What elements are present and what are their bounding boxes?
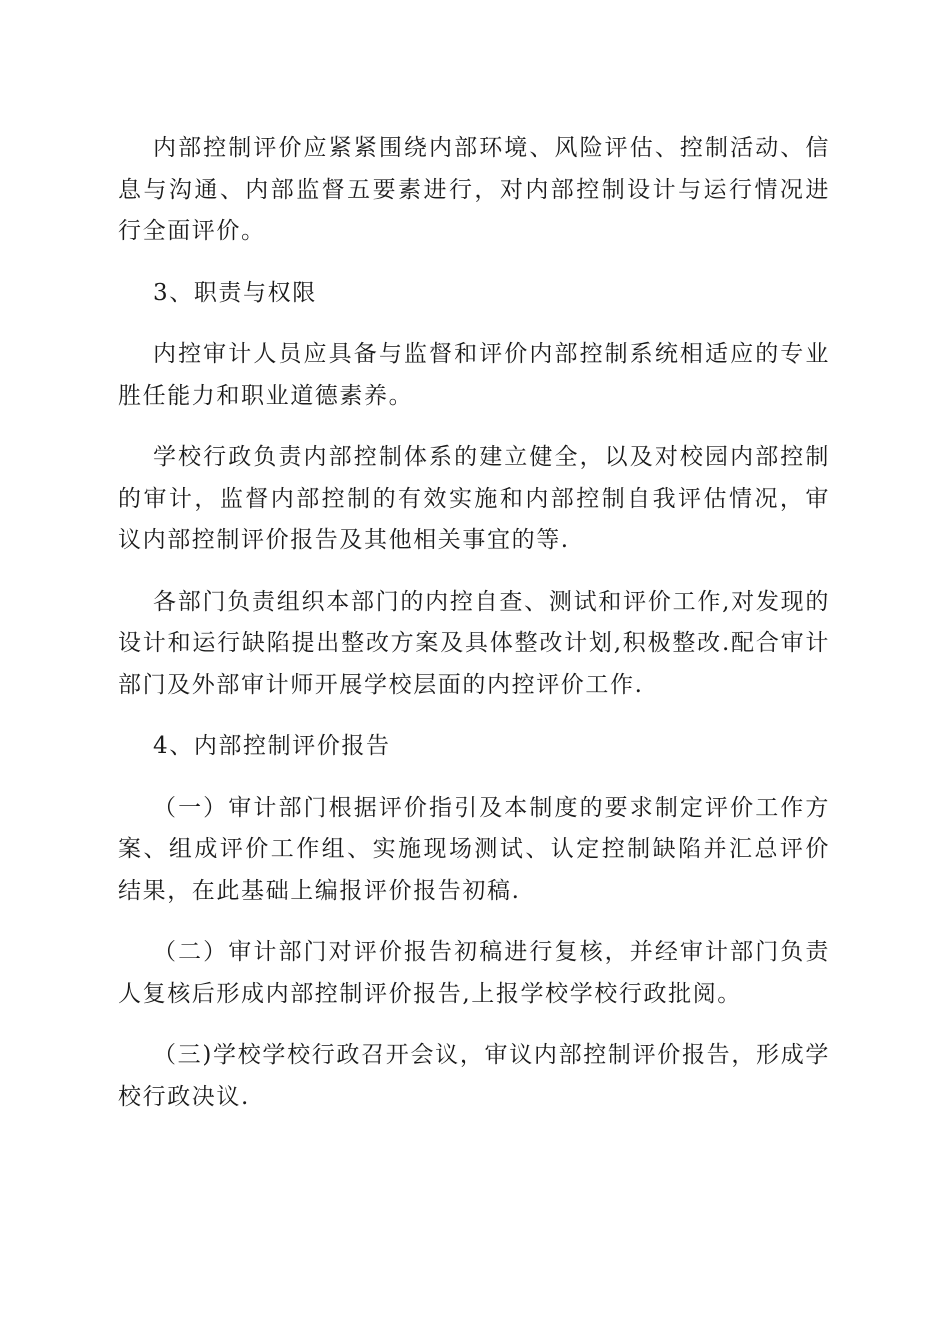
paragraph-item-two: （二）审计部门对评价报告初稿进行复核，并经审计部门负责人复核后形成内部控制评价报告,上报学校学校行政批阅。: [118, 939, 830, 1007]
section-heading-responsibilities: 3、职责与权限: [153, 279, 317, 306]
paragraph-item-one: （一）审计部门根据评价指引及本制度的要求制定评价工作方案、组成评价工作组、实施现场测试、认定控制缺陷并汇总评价结果，在此基础上编报评价报告初稿.: [118, 794, 830, 904]
paragraph-department-duties: 各部门负责组织本部门的内控自查、测试和评价工作,对发现的设计和运行缺陷提出整改方案及具体整改计划,积极整改.配合审计部门及外部审计师开展学校层面的内控评价工作.: [118, 588, 830, 698]
document-page: [118, 128, 830, 1118]
paragraph-auditor-competence: 内控审计人员应具备与监督和评价内部控制系统相适应的专业胜任能力和职业道德素养。: [118, 341, 830, 409]
paragraph-evaluation-scope: 内部控制评价应紧紧围绕内部环境、风险评估、控制活动、信息与沟通、内部监督五要素进行，对内部控制设计与运行情况进行全面评价。: [118, 135, 830, 244]
paragraph-school-administration: 学校行政负责内部控制体系的建立健全，以及对校园内部控制的审计，监督内部控制的有效实施和内部控制自我评估情况，审议内部控制评价报告及其他相关事宜的等.: [118, 444, 830, 553]
paragraph-item-three: （三)学校学校行政召开会议，审议内部控制评价报告，形成学校行政决议.: [118, 1042, 830, 1110]
section-heading-evaluation-report: 4、内部控制评价报告: [153, 733, 391, 759]
